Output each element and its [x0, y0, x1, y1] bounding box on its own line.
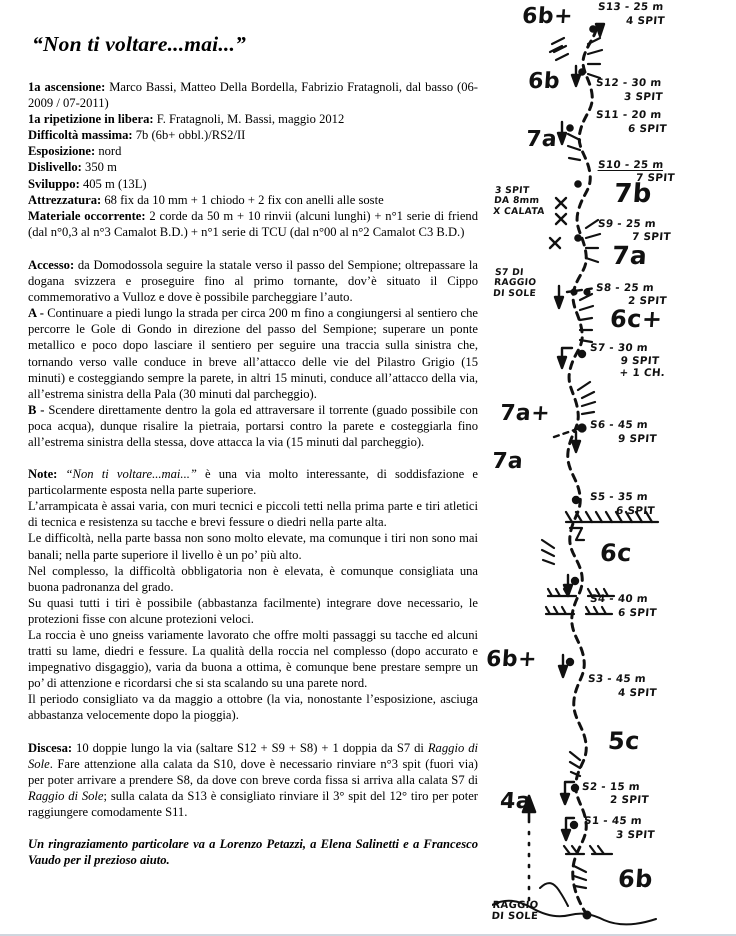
- grade-label-right: 5c: [607, 727, 641, 755]
- notes-section: [28, 466, 478, 724]
- spec-label: Attrezzatura:: [28, 192, 102, 207]
- descent-part1: 10 doppie lungo la via (saltare S12 + S9 + S8) + 1 doppia da S7 di: [72, 740, 428, 755]
- notes-paragraph: L’arrampicata è assai varia, con muri tecnici e piccoli tetti nella prima parte e tiri atletici di tecnica e resistenza su tacche e brevi fessure o diedri nella parte alta.: [28, 499, 478, 530]
- belay-dot: [570, 821, 578, 829]
- pitch-label-s5: S5 - 35 m: [589, 491, 649, 503]
- flake-marks: [550, 38, 568, 60]
- rappel-spit-note: 3 SPIT DA 8mm X CALATA: [492, 185, 546, 217]
- access-variant-b-text: Scendere direttamente dentro la gola ed attraversare il torrente (guado possibile con poca acqua), dunque risalire la pietraia, portarsi contro la parete e costeggiarla fino all’estrema sinistra della stessa, dove attacca la via (15 minuti dal parcheggio).: [28, 402, 478, 449]
- belay-dot: [566, 124, 574, 132]
- access-intro: [28, 257, 478, 305]
- acknowledgements: Un ringraziamento particolare va a Lorenzo Petazzi, a Elena Salinetti e a Francesco Vaudo per il prezioso aiuto.: [28, 837, 478, 868]
- notes-label: Note:: [28, 467, 58, 482]
- feather-marks: [578, 382, 595, 414]
- grade-label-left: 6b+: [485, 647, 538, 672]
- belay-arrow: [596, 24, 604, 36]
- rappel-spit-crosses: [550, 198, 566, 248]
- pitch-spits-s10: 7 SPIT: [635, 172, 676, 184]
- notes-paragraph: Le difficoltà, nella parte bassa non sono molto elevate, ma comunque i tiri non sono mai banali; nella parte superiore il livello è un po’ più alto.: [28, 531, 478, 562]
- notes-quoted-title: “Non ti voltare...mai...”: [57, 467, 206, 482]
- roof-small: [586, 607, 612, 614]
- grade-label-left: 4a: [499, 789, 533, 814]
- cross-mark: [556, 214, 566, 224]
- raggio-di-sole-belay-note: S7 DI RAGGIO DI SOLE: [492, 267, 537, 299]
- pitch-spits-s3: 4 SPIT: [617, 687, 658, 699]
- spec-value: 68 fix da 10 mm + 1 chiodo + 2 fix con anelli alle soste: [101, 192, 384, 207]
- pitch-spits-s6: 9 SPIT: [617, 433, 658, 445]
- spec-row: [28, 159, 478, 175]
- belay-dot: [578, 350, 586, 358]
- descent-part3: ; sulla calata da S13 è consigliato rinviare il 3° spit del 12° tiro per poter raggiungere comodamente S11.: [28, 788, 479, 819]
- ridge-line: [540, 883, 568, 906]
- roof-small: [546, 607, 574, 614]
- belay-arrow: [558, 133, 566, 144]
- pitch-label-s11: S11 - 20 m: [595, 109, 663, 121]
- grade-label-left: 7a: [491, 449, 525, 474]
- grade-label-right: 6b: [617, 865, 654, 893]
- notes-line1: è una via molto interessante, di soddisfazione e particolarmente esposta nella parte superiore.: [28, 467, 478, 498]
- access-variant-a: [28, 305, 478, 402]
- pitch-spits-s4: 6 SPIT: [617, 607, 658, 619]
- access-variant-b: [28, 402, 478, 450]
- access-variant-a-text: Continuare a piedi lungo la strada per circa 200 m fino a congiungersi al sentiero che percorre le Gole di Gondo in direzione del passo del Sempione; superare un ponte metallico e poco dopo lasciare il sentiero per seguire una traccia sulla sinistra che, tornando verso valle conduce in breve all’attacco delle vie del Pilastro Grigio (15 minuti) e costeggiando sempre la parete, in altri 15 minuti, conduce all’attacco della via, all’estrema sinistra della Pala (30 minuti dal parcheggio).: [28, 306, 479, 401]
- roof-small: [548, 589, 576, 596]
- spec-row: [28, 208, 478, 240]
- belay-dot: [583, 911, 592, 920]
- notes-paragraph: Su quasi tutti i tiri è possibile (abbastanza facilmente) integrare dove necessario, le protezioni fisse con alcune protezioni veloci.: [28, 595, 478, 626]
- spec-label: Materiale occorrente:: [28, 208, 146, 223]
- pitch-spits-s8: 2 SPIT: [627, 295, 668, 307]
- belay-arrow: [572, 441, 580, 452]
- notes-paragraph: La roccia è uno gneiss variamente lavorato che offre molti passaggi su tacche ed alcuni tratti su lame, diedri e fessure. La qualità della roccia nel complesso (dopo accurato e impegnativo disgaggio), varia da buona a ottima, è comunque bene prestare sempre un po’ di attenzione e ricordarsi che si sta scalando su una parete nord.: [28, 628, 478, 691]
- pitch-spits-s11: 6 SPIT: [627, 123, 668, 135]
- spec-value: F. Fratagnoli, M. Bassi, maggio 2012: [153, 112, 345, 127]
- descent-part2: . Fare attenzione alla calata da S10, dove è necessario rinviare n°3 spit (fuori via) per poter arrivare a prendere S8, da dove con breve corda fissa si arriva alla calata S7 di: [28, 756, 478, 787]
- belay-arrow: [561, 794, 569, 804]
- access-variant-b-label: B -: [28, 402, 49, 417]
- spec-value: 2 corde da 50 m + 10 rinvii (alcuni lunghi) + n°1 serie di friend (dal n°0,3 al n°3 Camalot B.D.) + n°1 serie di TCU (dal n°00 al n°2 Camalot C3 B.D.): [28, 208, 479, 239]
- pitch-label-s4: S4 - 40 m: [589, 593, 649, 605]
- descent-route-name: Raggio di Sole: [28, 788, 104, 803]
- descent-section: [28, 740, 478, 820]
- spec-row: [28, 192, 478, 208]
- spec-label: Sviluppo:: [28, 176, 80, 191]
- spec-label: Esposizione:: [28, 144, 96, 159]
- spec-value: 7b (6b+ obbl.)/RS2/II: [132, 128, 246, 143]
- spec-label: 1a ripetizione in libera:: [28, 112, 154, 127]
- cross-mark: [556, 198, 566, 208]
- access-section: [28, 257, 478, 450]
- belay-arrow: [559, 666, 567, 677]
- grade-label-left: 7a+: [499, 401, 552, 426]
- grade-label-left: 6b: [527, 69, 561, 94]
- pitch-label-s7: S7 - 30 m: [589, 342, 649, 354]
- belay-dot: [577, 423, 586, 432]
- route-specs-list: [28, 79, 478, 240]
- base-route-label: RAGGIO DI SOLE: [491, 900, 539, 923]
- pitch-label-s13: S13 - 25 m: [597, 1, 665, 13]
- spec-value: Marco Bassi, Matteo Della Bordella, Fabrizio Fratagnoli, dal basso (06-2009 / 07-2011): [28, 80, 478, 111]
- belay-dot: [574, 180, 582, 188]
- crack-marks: [542, 38, 602, 888]
- pitch-spits-s7: 9 SPIT + 1 CH.: [619, 355, 666, 379]
- grade-label-right: 6c+: [609, 305, 664, 333]
- belay-dot: [571, 784, 579, 792]
- spec-row: [28, 111, 478, 127]
- descent-text: [28, 740, 478, 820]
- pitch-label-s10: S10 - 25 m: [597, 159, 665, 171]
- access-variant-a-label: A -: [28, 306, 48, 321]
- spec-value: 350 m: [81, 160, 117, 175]
- pitch-label-s2: S2 - 15 m: [581, 781, 641, 793]
- grade-label-right: 6c: [599, 539, 633, 567]
- access-intro-text: da Domodossola seguire la statale verso il passo del Sempione; oltrepassare la dogana svizzera e proseguire fino al primo tornante, dov’è situato il Cippo commemorativo a Vulloz e dove è possibile parcheggiare l’auto.: [28, 257, 478, 305]
- belay-arrow: [562, 830, 570, 840]
- notes-first-line: [28, 466, 478, 498]
- pitch-label-s3: S3 - 45 m: [587, 673, 647, 685]
- feather-marks: [542, 540, 554, 564]
- pitch-spits-s12: 3 SPIT: [623, 91, 664, 103]
- pitch-spits-s2: 2 SPIT: [609, 794, 650, 806]
- notes-paragraph: Il periodo consigliato va da maggio a ottobre (la via, nonostante l’esposizione, asciuga abbastanza velocemente dopo la pioggia).: [28, 692, 478, 723]
- belay-arrow: [558, 357, 566, 368]
- belay-dot: [574, 234, 582, 242]
- pitch-label-s9: S9 - 25 m: [597, 218, 657, 230]
- spec-value: 405 m (13L): [79, 176, 147, 191]
- pitch-label-s8: S8 - 25 m: [595, 282, 655, 294]
- grade-label-right: 7b: [612, 179, 653, 209]
- access-label: Accesso:: [28, 257, 75, 272]
- spec-label: Difficoltà massima:: [28, 128, 133, 143]
- spec-value: nord: [95, 144, 122, 159]
- grade-label-left: 7a: [525, 127, 559, 152]
- notes-paragraph: Nel complesso, la difficoltà obbligatoria non è elevata, è comunque consigliata una buona padronanza del grado.: [28, 563, 478, 594]
- pitch-spits-s1: 3 SPIT: [615, 829, 656, 841]
- spec-label: 1a ascensione:: [28, 80, 106, 94]
- spec-row: [28, 176, 478, 192]
- page-title: “Non ti voltare...mai...”: [32, 32, 247, 56]
- belay-arrow: [572, 75, 580, 86]
- spec-label: Dislivello:: [28, 160, 82, 175]
- spec-row: [28, 143, 478, 159]
- belay-dot: [572, 496, 580, 504]
- pitch-label-s1: S1 - 45 m: [583, 815, 643, 827]
- grade-label-left: 6b+: [521, 4, 574, 29]
- grade-label-right: 7a: [611, 241, 649, 270]
- pitch-label-s12: S12 - 30 m: [595, 77, 663, 89]
- feather-marks: [568, 134, 580, 160]
- ledge-mark: [590, 846, 612, 854]
- chevron-marks: [574, 866, 586, 888]
- pitch-spits-s9: 7 SPIT: [631, 231, 672, 243]
- descent-route-name: Raggio di Sole: [28, 740, 479, 771]
- feather-marks: [580, 294, 593, 342]
- spec-row: [28, 79, 478, 111]
- pitch-spits-s13: 4 SPIT: [625, 15, 666, 27]
- pitch-label-s6: S6 - 45 m: [589, 419, 649, 431]
- pitch-spits-s5: 6 SPIT: [615, 505, 656, 517]
- spec-row: [28, 127, 478, 143]
- feather-marks: [588, 38, 602, 78]
- descent-label: Discesa:: [28, 740, 73, 755]
- belay-arrow: [555, 297, 563, 308]
- cross-mark: [550, 238, 560, 248]
- route-topo-diagram: [485, 0, 736, 934]
